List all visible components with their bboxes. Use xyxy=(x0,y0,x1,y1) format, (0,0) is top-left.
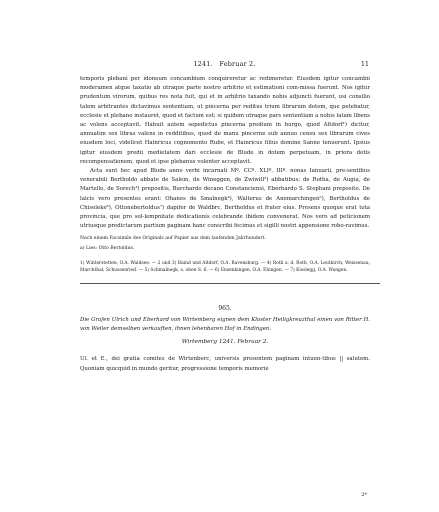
header-year: 1241. xyxy=(193,60,213,68)
section-divider xyxy=(80,283,380,284)
reading-note: a) Lies: Otto Bertoldus. xyxy=(80,245,135,251)
document-dateline: Wirtemberg 1241. Februar 2. xyxy=(181,339,269,346)
signature-mark: 2* xyxy=(361,492,367,498)
document-summary: Die Grafen Ulrich und Eberhard von Wirtemberg eignen dem Kloster Heiligkreuzthal einen von Ritter H. von Weiler demselben verkauften, ihnen lehenbaren Hof in Endingen. xyxy=(80,316,370,333)
document-number: 965. xyxy=(218,304,232,312)
header-date xyxy=(80,60,369,68)
footnotes: 1) Winterstetten, O.A. Waldsee. — 2 und 3) Baind und Altdorf, O.A. Ravensburg. — 4) Roth a. d. Roth, O.A. Leutkirch; Weissenau; Marchthal; Schussenried. — 5) Schmalnegk, s. oben S. 6. — 6) Ensenkingen, O.A. Ehingen. — 7) Kisslegg, O.A. Wangen. xyxy=(80,261,370,274)
running-header xyxy=(80,60,369,72)
header-month: Februar 2. xyxy=(219,60,256,68)
paragraph-1: temporis plebani per idoneum concambium conquireretur ac redimeretur. Eiusdem igitur concambii moderamen atque taxatio ab utraque parte nostro arbitrio et estimationi com-missa fuerunt. Nos igitur prudentum virorum, quibus res nota fuit, qui et in arbitrio taxando nobis adjuncti fuerunt, usi consilio talem arbitrantes dictavimus sententiam, ut pincerna per reditus trium librarum dotem, que petebatur, ecclesie et plebano instauret, quod et factum est; si quidem utraque pars sententiam a nobis latam libens ac volens acceptavit. Habuit autem sepedictus pincerna predium in burgo, quod Altdorf¹) dicitur, annuatim sex libras valens in redditibus, quod de manu pincerne sub annuo censu sex librarum cives eiusdem loci, videlicet Hainricus cognomento Rube, et Hainricus filius domine Sanne tenuerunt. Ipsius igitur eiusdem predii medietatem dari ecclesie de Blude in dotem perpetuam, in priora dotis recompensationem, quod et ipse plebanus volenter acceptavit. xyxy=(80,76,370,165)
document-text: Ul. et E., dei gratia comites de Wirtenberc, universis presentem paginam intuen-tibus || salutem. Quoniam quicquid in mundo geritur, progressione temporis memorie xyxy=(80,356,370,372)
paragraph-2: Acta sunt hec apud Blude anno verbi incarnati Mº. CCº. XLIº, IIIº. nonas Ianuarii, pre-sentibus venerabili Bertholdo abbate de Salem, de Wineggen, de Zwiwill²) abbatibus; de Rotha, de Augia, de Martello, de Sorech³) prepositis, Burchardo decano Constanciensi, Eberhardo S. Stephani preposito. De laicis vero presentes erant: Ohanes de Smalnegk⁴), Walterus de Anemarchingen⁵), Bertholdus de Chiseleke⁶), Ottonebertoldus⁷) dapifer de Waldbrc, Bertholdus et frater eius. Presens quoque erat tota provincia, que pro sol-lempnitate dedicationis celebrande ibidem convenerat. Nos vero ad peticionem utriusque predictarum partium paginam hanc conscribi fecimus et sigilli nostri appensione robo-ravimus. xyxy=(80,168,370,230)
page-number: 11 xyxy=(360,60,369,68)
main-text xyxy=(80,75,370,374)
source-note: Nach einem Facsimile des Originals auf Papier aus dem laufenden Jahrhundert. xyxy=(80,236,266,242)
